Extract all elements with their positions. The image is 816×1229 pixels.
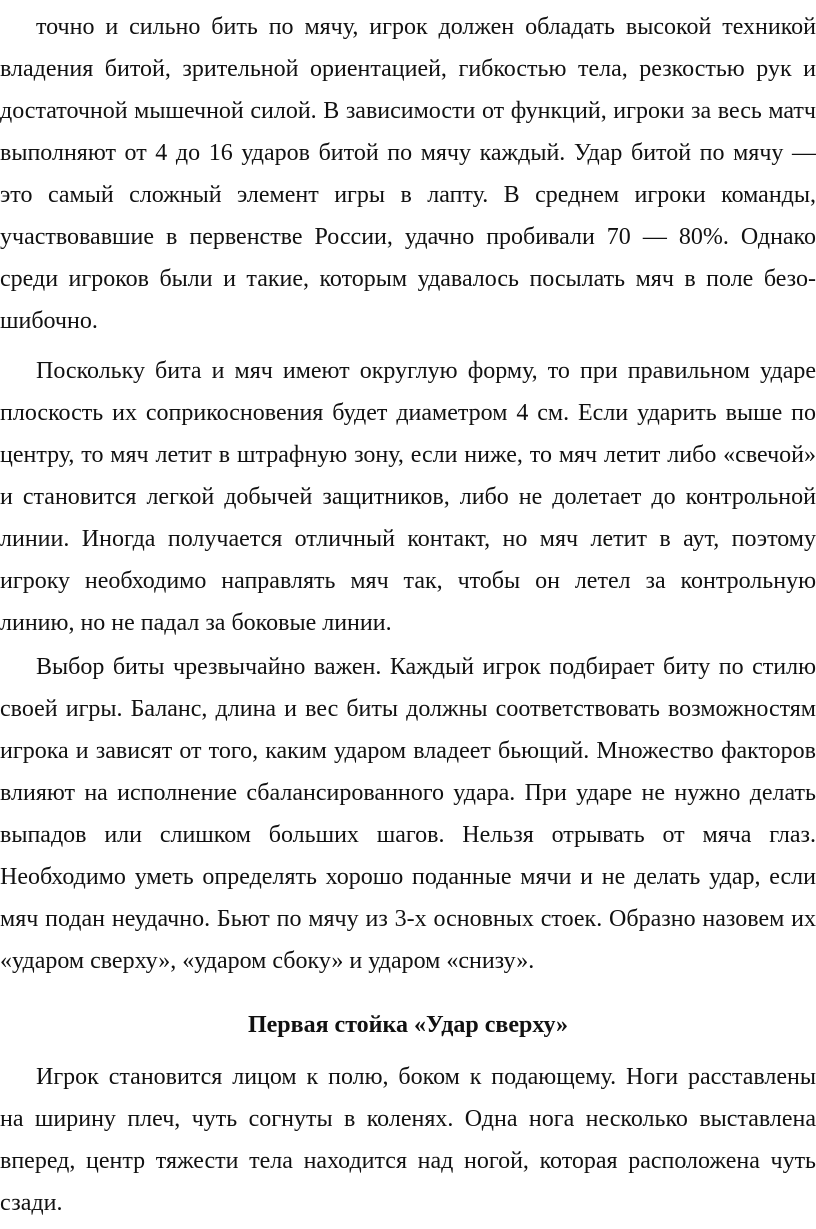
text-line: влияют на исполнение сбалансированного удара. При ударе не нужно делать — [0, 780, 816, 806]
text-line: мяч подан неудачно. Бьют по мячу из 3-х основных стоек. Образно назовем их — [0, 906, 816, 932]
text-line: центру, то мяч летит в штрафную зону, если ниже, то мяч летит либо «свечой» — [0, 442, 816, 468]
text-line: это самый сложный элемент игры в лапту. В среднем игроки команды, — [0, 182, 816, 208]
text-line: выполняют от 4 до 16 ударов битой по мячу каждый. Удар битой по мячу — — [0, 140, 816, 166]
text-line: на ширину плеч, чуть согнуты в коленях. Одна нога несколько выставлена — [0, 1106, 816, 1132]
text-line: достаточной мышечной силой. В зависимости от функций, игроки за весь матч — [0, 98, 816, 124]
text-line: вперед, центр тяжести тела находится над ногой, которая расположена чуть — [0, 1148, 816, 1174]
text-line: Поскольку бита и мяч имеют округлую форму, то при правильном ударе — [36, 358, 816, 384]
text-line: своей игры. Баланс, длина и вес биты должны соответствовать возможностям — [0, 696, 816, 722]
text-line: линию, но не падал за боковые линии. — [0, 610, 392, 636]
text-line: плоскость их соприкосновения будет диаметром 4 см. Если ударить выше по — [0, 400, 816, 426]
text-line: и становится легкой добычей защитников, либо не долетает до контрольной — [0, 484, 816, 510]
text-line: выпадов или слишком больших шагов. Нельзя отрывать от мяча глаз. — [0, 822, 816, 848]
text-line: «ударом сверху», «ударом сбоку» и ударом «снизу». — [0, 948, 535, 974]
text-line: Выбор биты чрезвычайно важен. Каждый игрок подбирает биту по стилю — [36, 654, 816, 680]
paragraph-1 — [0, 6, 816, 342]
text-line: игроку необходимо направлять мяч так, чтобы он летел за контрольную — [0, 568, 816, 594]
text-line: Необходимо уметь определять хорошо поданные мячи и не делать удар, если — [0, 864, 816, 890]
text-line: линии. Иногда получается отличный контакт, но мяч летит в аут, поэтому — [0, 526, 816, 552]
paragraph-4 — [0, 1056, 816, 1224]
paragraph-3 — [0, 646, 816, 982]
text-line: среди игроков были и такие, которым удавалось посылать мяч в поле безо- — [0, 266, 816, 292]
text-line: Игрок становится лицом к полю, боком к подающему. Ноги расставлены — [36, 1064, 816, 1090]
paragraph-2 — [0, 350, 816, 644]
text-line: участвовавшие в первенстве России, удачно пробивали 70 — 80%. Однако — [0, 224, 816, 250]
text-line: сзади. — [0, 1190, 63, 1216]
text-line: владения битой, зрительной ориентацией, гибкостью тела, резкостью рук и — [0, 56, 816, 82]
section-heading: Первая стойка «Удар сверху» — [247, 1012, 569, 1038]
text-line: точно и сильно бить по мячу, игрок должен обладать высокой техникой — [36, 14, 816, 40]
text-line: игрока и зависят от того, каким ударом владеет бьющий. Множество факторов — [0, 738, 816, 764]
text-line: шибочно. — [0, 308, 98, 334]
